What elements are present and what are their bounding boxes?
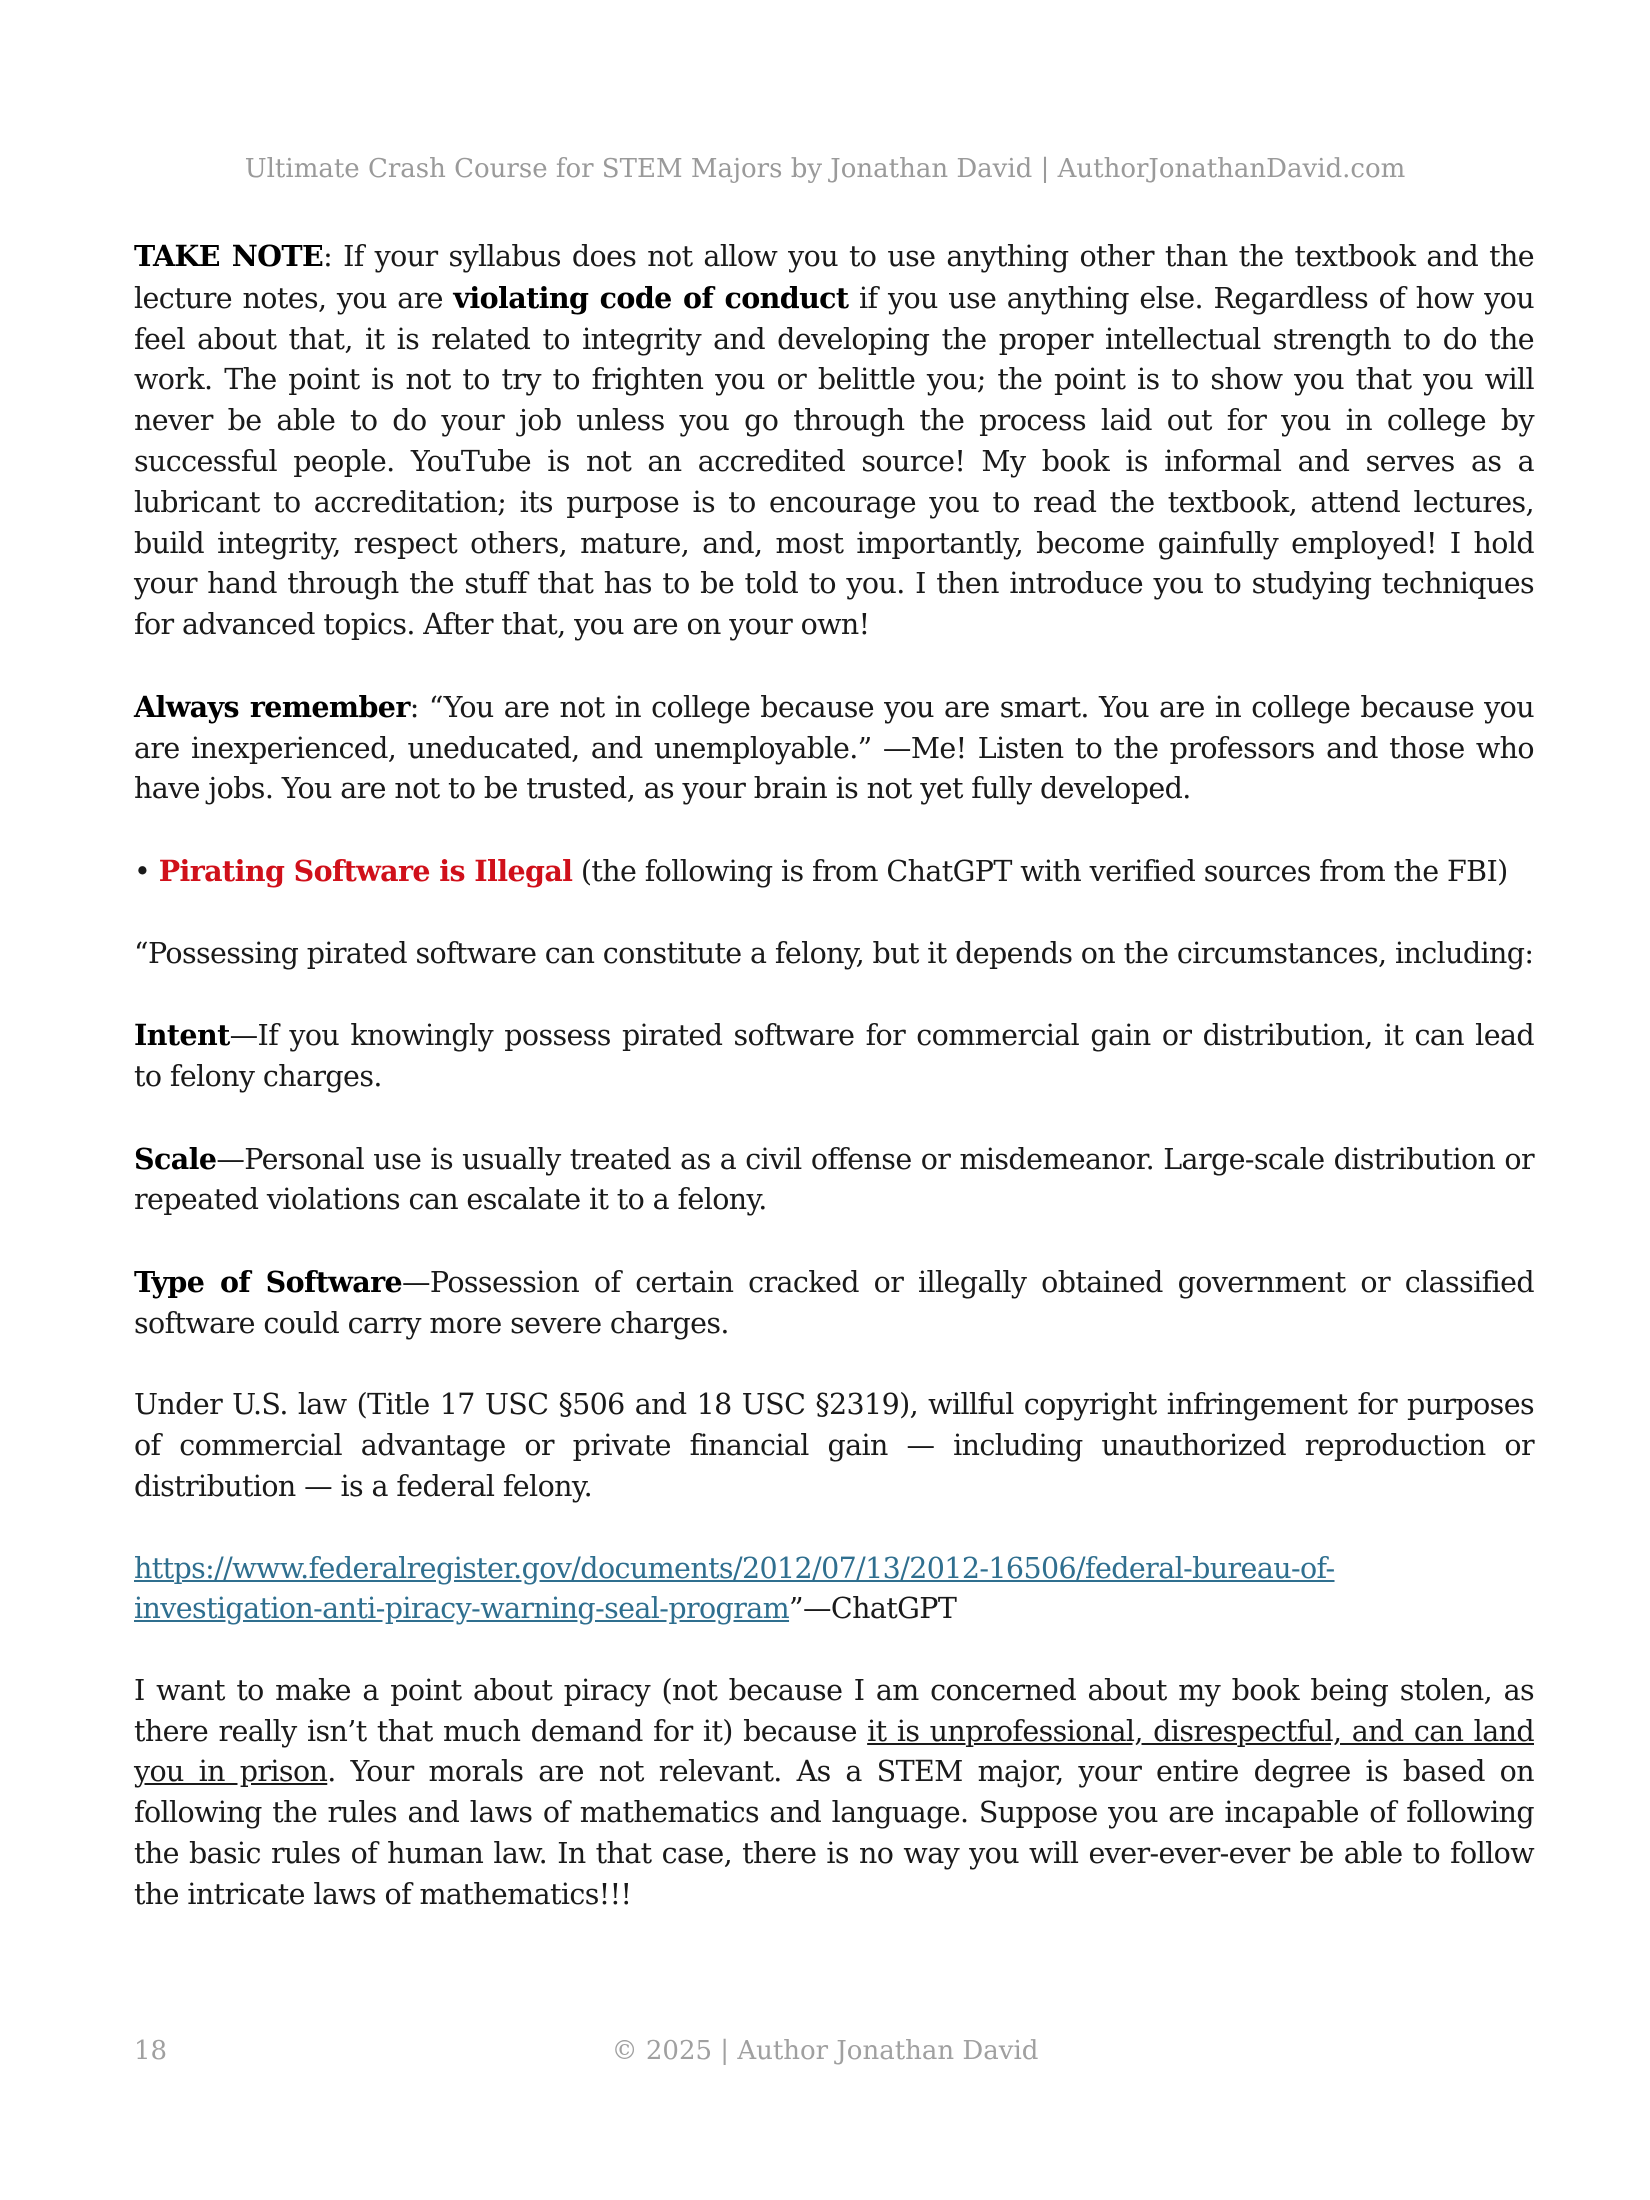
take-note-text-2: if you use anything else. Regardless of how you feel about that, it is related to integrity and developing the proper intellectual strength to do the work. The point is not to try to frighten you or belittle you; the point is to show you that you will never be able to do your job unless you go through the process laid out for you in college by successful people. YouTube is not an accredited source! My book is informal and serves as a lubricant to accreditation; its purpose is to encourage you to read the textbook, attend lectures, build integrity, respect others, mature, and, most importantly, become gainfully employed! I hold your hand through the stuff that has to be told to you. I then introduce you to studying techniques for advanced topics. After that, you are on your own!: [134, 281, 1534, 642]
felony-intro-paragraph: “Possessing pirated software can constitute a felony, but it depends on the circumstances, including:: [134, 936, 1534, 970]
scale-paragraph: [134, 1139, 1534, 1222]
footer-copyright: © 2025 | Author Jonathan David: [611, 2036, 1039, 2066]
bullet-glyph: •: [134, 854, 151, 888]
intent-paragraph: [134, 1015, 1534, 1098]
piracy-heading-text: (the following is from ChatGPT with verified sources from the FBI): [572, 854, 1508, 888]
link-line-1: https://www.federalregister.gov/documents/2012/07/13/2012-16506/federal-bureau-of-: [134, 1551, 1335, 1585]
code-of-conduct-emphasis: violating code of conduct: [453, 280, 849, 315]
page-number: 18: [134, 2036, 168, 2066]
always-remember-text: : “You are not in college because you are smart. You are in college because you are inexperienced, uneducated, and unemployable.” —Me! Listen to the professors and those who have jobs. You are not to be trusted, as your brain is not yet fully developed.: [134, 690, 1534, 806]
type-of-software-paragraph: [134, 1262, 1534, 1345]
link-line-2: investigation-anti-piracy-warning-seal-program: [134, 1592, 790, 1626]
chatgpt-attribution: ”—ChatGPT: [789, 1592, 957, 1626]
always-remember-paragraph: [134, 687, 1534, 810]
take-note-text-1: : If your syllabus does not allow you to use anything other than the textbook and the lecture notes, you are: [134, 240, 1534, 315]
always-remember-label: Always remember: [134, 689, 410, 724]
piracy-heading: Pirating Software is Illegal: [158, 853, 573, 888]
piracy-point-paragraph: [134, 1671, 1534, 1916]
page-body: [134, 236, 1534, 1916]
source-link-paragraph: [134, 1549, 1534, 1631]
type-of-software-label: Type of Software: [134, 1264, 403, 1299]
scale-label: Scale: [134, 1141, 217, 1176]
underlined-emphasis: it is unprofessional, disrespectful, and can land you in prison: [134, 1714, 1534, 1789]
running-header: Ultimate Crash Course for STEM Majors by Jonathan David | AuthorJonathanDavid.com: [244, 154, 1406, 184]
piracy-point-text-2: . Your morals are not relevant. As a STEM major, your entire degree is based on following the rules and laws of mathematics and language. Suppose you are incapable of following the basic rules of human law. In that case, there is no way you will ever-ever-ever be able to follow the intricate laws of mathematics!!!: [134, 1755, 1534, 1911]
intent-text: —If you knowingly possess pirated software for commercial gain or distribution, it can lead to felony charges.: [134, 1019, 1534, 1093]
type-of-software-text: —Possession of certain cracked or illegally obtained government or classified software could carry more severe charges.: [134, 1265, 1534, 1340]
take-note-paragraph: [134, 236, 1534, 646]
scale-text: —Personal use is usually treated as a civil offense or misdemeanor. Large-scale distribution or repeated violations can escalate it to a felony.: [134, 1142, 1534, 1217]
federal-register-link[interactable]: [134, 1552, 1335, 1626]
piracy-heading-paragraph: [134, 851, 1534, 893]
us-law-paragraph: Under U.S. law (Title 17 USC §506 and 18 USC §2319), willful copyright infringement for purposes of commercial advantage or private financial gain — including unauthorized reproduction or distribution — is a federal felony.: [134, 1388, 1534, 1503]
intent-label: Intent: [134, 1018, 230, 1053]
take-note-label: TAKE NOTE: [134, 239, 324, 273]
piracy-point-text-1: I want to make a point about piracy (not because I am concerned about my book being stolen, as there really isn’t that much demand for it) because: [134, 1673, 1534, 1748]
